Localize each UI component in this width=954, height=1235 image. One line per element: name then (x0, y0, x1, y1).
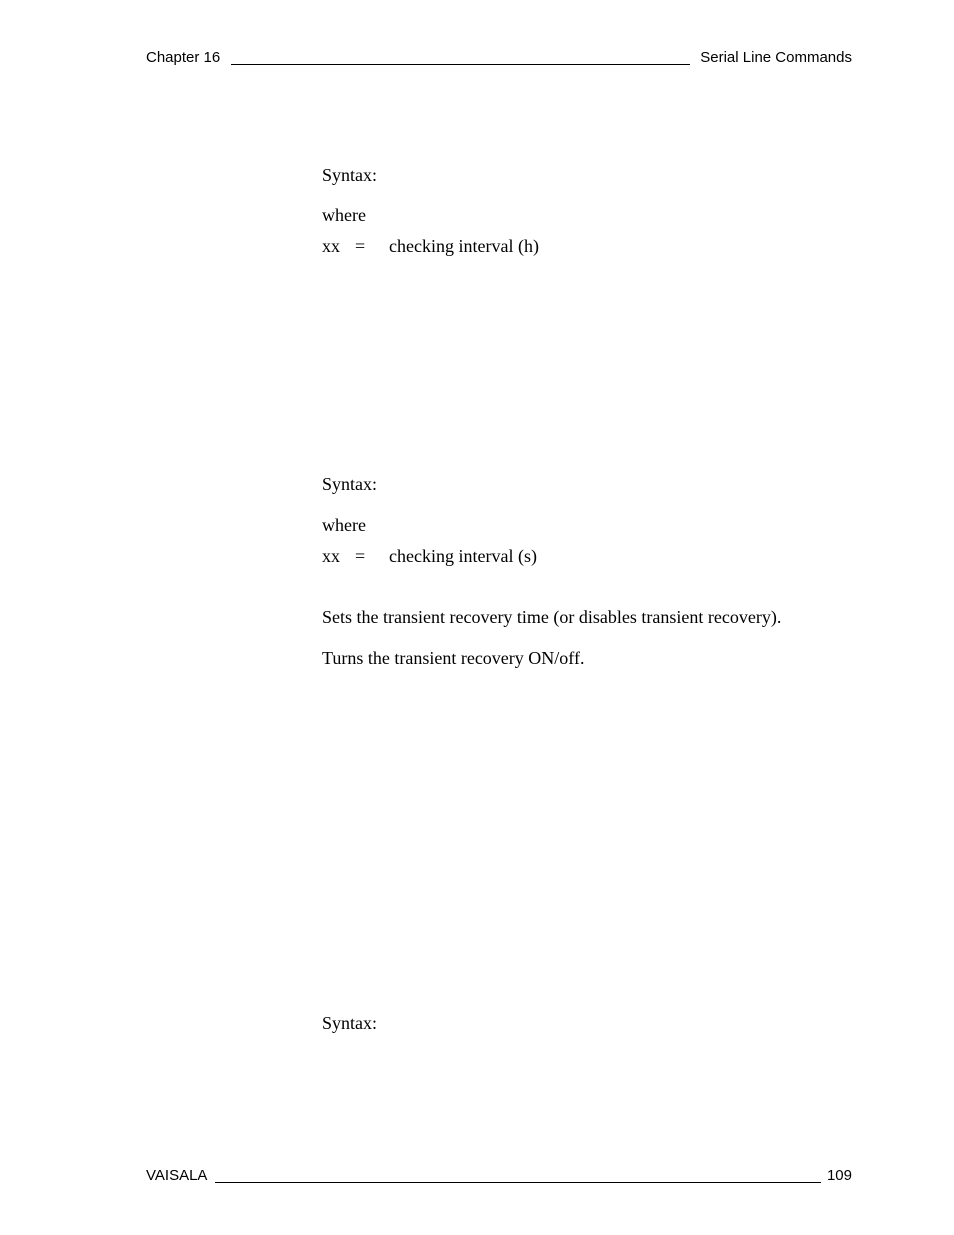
footer-page-number: 109 (826, 1167, 852, 1184)
param-equals-1: = (355, 236, 366, 256)
param-name-1: xx (322, 236, 340, 256)
header-chapter: Chapter 16 (146, 49, 221, 66)
header-section-title: Serial Line Commands (700, 49, 852, 66)
param-desc-2: checking interval (s) (389, 546, 537, 566)
where-label-1: where (322, 205, 366, 225)
syntax-label-1: Syntax: (322, 165, 378, 185)
paragraph-transient-recovery-time: Sets the transient recovery time (or disables transient recovery). (322, 607, 782, 627)
paragraph-transient-recovery-toggle: Turns the transient recovery ON/off. (322, 648, 585, 668)
syntax-label-2: Syntax: (322, 474, 378, 494)
header-rule (231, 64, 690, 65)
footer-company: VAISALA (146, 1167, 208, 1184)
where-label-2: where (322, 515, 366, 535)
param-equals-2: = (355, 546, 366, 566)
param-name-2: xx (322, 546, 340, 566)
param-desc-1: checking interval (h) (389, 236, 539, 256)
footer-rule (215, 1182, 821, 1183)
syntax-label-3: Syntax: (322, 1013, 378, 1033)
